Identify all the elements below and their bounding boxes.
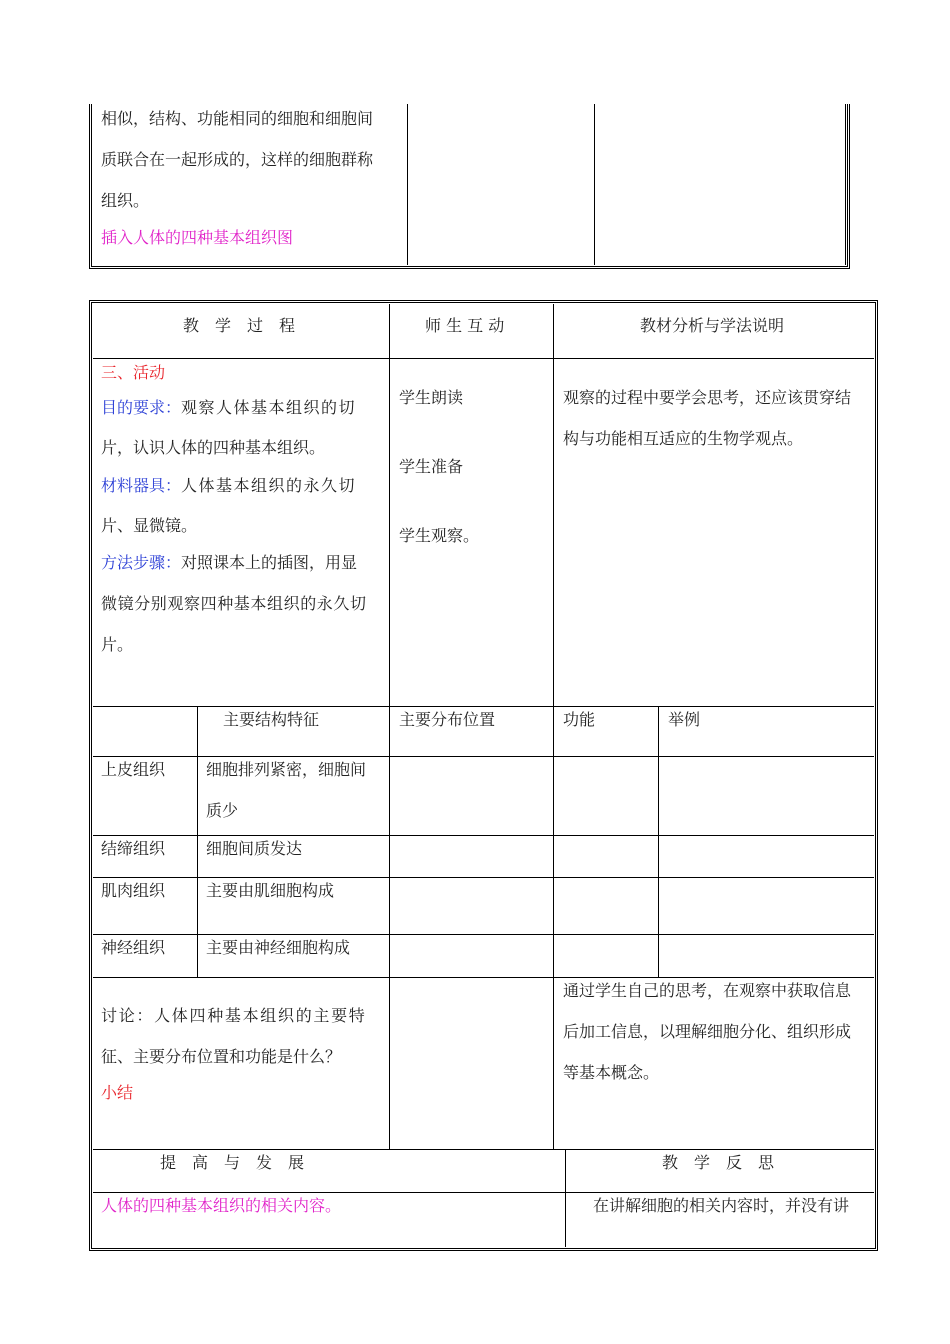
method-label: 方法步骤： xyxy=(101,553,182,572)
top-text-line-1: 相似，结构、功能相同的细胞和细胞间 xyxy=(101,109,374,128)
tissue-row-divider-2 xyxy=(93,877,874,878)
top-table-right-inner xyxy=(845,104,846,265)
top-table-divider-2 xyxy=(594,104,595,265)
discussion-line-1: 讨论：人体四种基本组织的主要特 xyxy=(101,1006,367,1025)
discussion-line-2: 征、主要分布位置和功能是什么？ xyxy=(101,1047,342,1066)
method-text-1: 对照课本上的插图，用显 xyxy=(181,553,358,572)
col-divider-development xyxy=(565,1149,566,1247)
tissue-feature-epithelial-1: 细胞排列紧密，细胞间 xyxy=(206,760,367,779)
method-line-1 xyxy=(101,553,357,573)
tissue-name-nervous: 神经组织 xyxy=(101,938,166,957)
tissue-header-example: 举例 xyxy=(668,710,701,729)
tissue-header-function: 功能 xyxy=(563,710,596,729)
discussion-row-divider xyxy=(93,1149,874,1150)
header-teaching-process: 教 学 过 程 xyxy=(183,316,296,335)
interaction-prepare: 学生准备 xyxy=(399,457,464,476)
header-analysis: 教材分析与学法说明 xyxy=(640,316,785,335)
header-interaction: 师 生 互 动 xyxy=(425,316,505,335)
development-header-divider xyxy=(93,1192,874,1193)
tissue-header-structure: 主要结构特征 xyxy=(223,710,320,729)
tissue-name-connective: 结缔组织 xyxy=(101,839,166,858)
reflection-content: 在讲解细胞的相关内容时，并没有讲 xyxy=(593,1196,850,1215)
tissue-header-location: 主要分布位置 xyxy=(399,710,496,729)
tissue-row-divider-4 xyxy=(93,977,874,978)
analysis-line-1: 观察的过程中要学会思考，还应该贯穿结 xyxy=(563,388,852,407)
materials-line-1 xyxy=(101,476,356,496)
insert-figure-note: 插入人体的四种基本组织图 xyxy=(101,228,294,247)
summary-label: 小结 xyxy=(101,1083,134,1102)
col-divider-interaction xyxy=(553,304,554,1149)
top-text-line-2: 质联合在一起形成的，这样的细胞群称 xyxy=(101,150,374,169)
tissue-row-divider-1 xyxy=(93,835,874,836)
discussion-analysis-line-3: 等基本概念。 xyxy=(563,1063,660,1082)
materials-line-2: 片、显微镜。 xyxy=(101,516,198,535)
tissue-name-epithelial: 上皮组织 xyxy=(101,760,166,779)
activity-title: 三、活动 xyxy=(101,363,166,382)
top-table-divider-1 xyxy=(407,104,408,265)
tissue-row-divider-3 xyxy=(93,934,874,935)
col-divider-tissue-name xyxy=(197,706,198,977)
development-content: 人体的四种基本组织的相关内容。 xyxy=(101,1196,342,1215)
development-header: 提 高 与 发 展 xyxy=(160,1153,305,1172)
method-line-3: 片。 xyxy=(101,635,134,654)
interaction-read-aloud: 学生朗读 xyxy=(399,388,464,407)
goal-line-1 xyxy=(101,398,356,418)
discussion-analysis-line-2: 后加工信息，以理解细胞分化、组织形成 xyxy=(563,1022,852,1041)
tissue-name-muscle: 肌肉组织 xyxy=(101,881,166,900)
analysis-line-2: 构与功能相互适应的生物学观点。 xyxy=(563,429,804,448)
tissue-feature-epithelial-2: 质少 xyxy=(206,801,239,820)
tissue-feature-muscle: 主要由肌细胞构成 xyxy=(206,881,335,900)
tissue-feature-connective: 细胞间质发达 xyxy=(206,839,303,858)
goal-label: 目的要求： xyxy=(101,398,182,417)
materials-label: 材料器具： xyxy=(101,476,182,495)
header-row-divider xyxy=(93,358,874,359)
tissue-feature-nervous: 主要由神经细胞构成 xyxy=(206,938,351,957)
method-line-2: 微镜分别观察四种基本组织的永久切 xyxy=(101,594,367,613)
interaction-observe: 学生观察。 xyxy=(399,526,480,545)
materials-text-1: 人体基本组织的永久切 xyxy=(181,476,357,495)
top-text-line-3: 组织。 xyxy=(101,191,150,210)
goal-line-2: 片，认识人体的四种基本组织。 xyxy=(101,438,326,457)
col-divider-function xyxy=(658,706,659,977)
activity-row-divider xyxy=(93,706,874,707)
reflection-header: 教 学 反 思 xyxy=(662,1153,775,1172)
goal-text-1: 观察人体基本组织的切 xyxy=(181,398,357,417)
discussion-analysis-line-1: 通过学生自己的思考，在观察中获取信息 xyxy=(563,981,852,1000)
tissue-header-divider xyxy=(93,756,874,757)
col-divider-process xyxy=(389,304,390,1149)
